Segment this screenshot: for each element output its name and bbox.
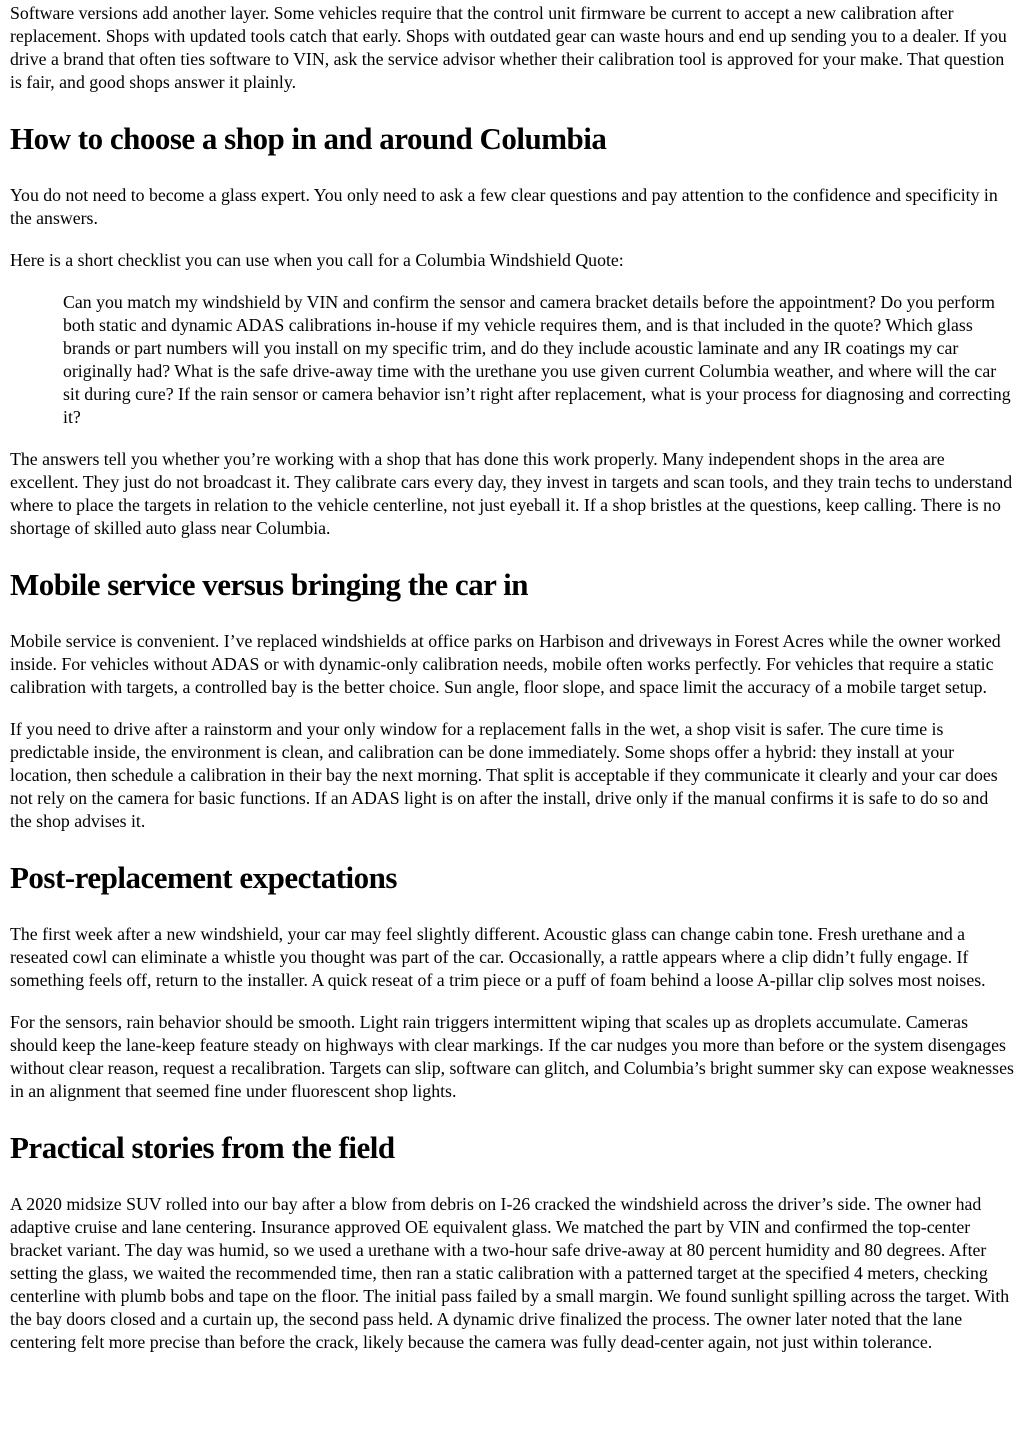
paragraph-sensors: For the sensors, rain behavior should be smooth. Light rain triggers intermittent wiping that scales up as droplets accumulate. Cameras should keep the lane-keep feature steady on highways with clear markings. If the car nudges you more than before or the system disengages without clear reason, request a recalibration. Targets can slip, software can glitch, and Columbia’s bright summer sky can expose weaknesses in an alignment that seemed fine under fluorescent shop lights. — [10, 1012, 1014, 1101]
section-heading-practical-stories: Practical stories from the field — [10, 1130, 395, 1165]
paragraph-answers-tell: The answers tell you whether you’re working with a shop that has done this work properly. Many independent shops in the area are excellent. They just do not broadcast it. They calibrate cars every day, they invest in targets and scan tools, and they train techs to understand where to place the targets in relation to the vehicle centerline, not just eyeball it. If a shop bristles at the questions, keep calling. There is no shortage of skilled auto glass near Columbia. — [10, 449, 1013, 538]
paragraph-software-versions: Software versions add another layer. Some vehicles require that the control unit firmware be current to accept a new calibration after replacement. Shops with updated tools catch that early. Shops with outdated gear can waste hours and end up sending you to a dealer. If you drive a brand that often ties software to VIN, ask the service advisor whether their calibration tool is approved for your make. That question is fair, and good shops answer it plainly. — [10, 3, 1007, 92]
paragraph-mobile-convenient: Mobile service is convenient. I’ve replaced windshields at office parks on Harbison and driveways in Forest Acres while the owner worked inside. For vehicles without ADAS or with dynamic-only calibration needs, mobile often works perfectly. For vehicles that require a static calibration with targets, a controlled bay is the better choice. Sun angle, floor slope, and space limit the accuracy of a mobile target setup. — [10, 631, 1001, 697]
paragraph-glass-expert: You do not need to become a glass expert. You only need to ask a few clear questions and pay attention to the confidence and specificity in the answers. — [10, 185, 998, 228]
paragraph-checklist-intro: Here is a short checklist you can use when you call for a Columbia Windshield Quote: — [10, 250, 624, 270]
paragraph-suv-story: A 2020 midsize SUV rolled into our bay after a blow from debris on I-26 cracked the windshield across the driver’s side. The owner had adaptive cruise and lane centering. Insurance approved OE equivalent glass. We matched the part by VIN and confirmed the top-center bracket variant. The day was humid, so we used a urethane with a two-hour safe drive-away at 80 percent humidity and 80 degrees. After setting the glass, we waited the recommended time, then ran a static calibration with a patterned target at the specified 4 meters, checking centerline with plumb bobs and tape on the floor. The initial pass failed by a small margin. We found sunlight spilling across the target. With the bay doors closed and a curtain up, the second pass held. A dynamic drive finalized the process. The owner later noted that the lane centering felt more precise than before the crack, likely because the camera was fully dead-center again, not just within tolerance. — [10, 1194, 1010, 1352]
section-heading-post-replacement: Post-replacement expectations — [10, 860, 397, 895]
checklist-quote: Can you match my windshield by VIN and confirm the sensor and camera bracket details before the appointment? Do you perform both static and dynamic ADAS calibrations in-house if my vehicle requires them, and is that included in the quote? Which glass brands or part numbers will you install on my specific trim, and do they include acoustic laminate and any IR coatings my car originally had? What is the safe drive-away time with the urethane you use given current Columbia weather, and where will the car sit during cure? If the rain sensor or camera behavior isn’t right after replacement, what is your process for diagnosing and correcting it? — [63, 292, 1011, 427]
paragraph-rainstorm: If you need to drive after a rainstorm and your only window for a replacement falls in the wet, a shop visit is safer. The cure time is predictable inside, the environment is clean, and calibration can be done immediately. Some shops offer a hybrid: they install at your location, then schedule a calibration in their bay the next morning. That split is acceptable if they communicate it clearly and your car does not rely on the camera for basic functions. If an ADAS light is on after the install, drive only if the manual confirms it is safe to do so and the shop advises it. — [10, 719, 998, 831]
section-heading-mobile-service: Mobile service versus bringing the car in — [10, 567, 528, 602]
paragraph-first-week: The first week after a new windshield, your car may feel slightly different. Acoustic glass can change cabin tone. Fresh urethane and a reseated cowl can eliminate a whistle you thought was part of the car. Occasionally, a rattle appears where a clip didn’t fully engage. If something feels off, return to the installer. A quick reseat of a trim piece or a puff of foam behind a loose A-pillar clip solves most noises. — [10, 924, 986, 990]
section-heading-choose-shop: How to choose a shop in and around Columbia — [10, 121, 607, 156]
